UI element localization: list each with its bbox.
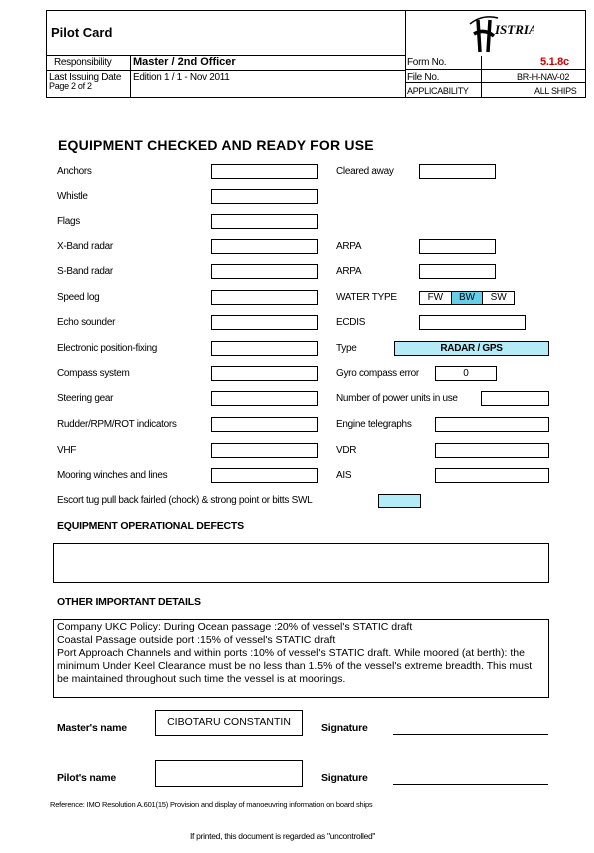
master-name-label: Master's name — [57, 722, 127, 734]
label-water-type: WATER TYPE — [336, 292, 397, 303]
form-no-value: 5.1.8c — [540, 56, 569, 68]
pilot-signature-line[interactable] — [393, 784, 548, 785]
master-signature-line[interactable] — [393, 734, 548, 735]
label-gyro-error: Gyro compass error — [336, 368, 419, 379]
applicability-label: APPLICABILITY — [407, 86, 469, 96]
mooring-winches-field[interactable] — [211, 468, 318, 483]
compass-system-field[interactable] — [211, 366, 318, 381]
label-vhf: VHF — [57, 445, 77, 456]
label-engine-telegraphs: Engine telegraphs — [336, 419, 412, 430]
label-position-fixing: Electronic position-fixing — [57, 343, 158, 354]
details-box — [53, 619, 549, 698]
label-arpa-1: ARPA — [336, 241, 362, 252]
engine-telegraphs-field[interactable] — [435, 417, 549, 432]
label-type: Type — [336, 343, 357, 354]
label-rudder-indicators: Rudder/RPM/ROT indicators — [57, 419, 177, 430]
ecdis-field[interactable] — [419, 315, 526, 330]
rudder-indicators-field[interactable] — [211, 417, 318, 432]
speed-log-field[interactable] — [211, 290, 318, 305]
label-ais: AIS — [336, 470, 352, 481]
master-name-field[interactable]: CIBOTARU CONSTANTIN — [155, 710, 303, 736]
reference-note: Reference: IMO Resolution A.601(15) Provision and display of manoeuvring information on board ships — [50, 800, 373, 809]
page-title: Pilot Card — [51, 25, 113, 40]
gyro-error-field[interactable]: 0 — [435, 366, 497, 381]
ais-field[interactable] — [435, 468, 549, 483]
label-power-units: Number of power units in use — [336, 393, 458, 404]
equipment-section-title: EQUIPMENT CHECKED AND READY FOR USE — [58, 137, 374, 153]
file-no-label: File No. — [407, 72, 440, 83]
responsibility-value: Master / 2nd Officer — [133, 56, 236, 68]
anchors-field[interactable] — [211, 164, 318, 179]
vdr-field[interactable] — [435, 443, 549, 458]
page-number: Page 2 of 2 — [49, 81, 92, 91]
label-anchors: Anchors — [57, 166, 92, 177]
whistle-field[interactable] — [211, 189, 318, 204]
istria-logo-icon — [468, 14, 534, 54]
arpa-2-field[interactable] — [419, 264, 496, 279]
label-cleared-away: Cleared away — [336, 166, 394, 177]
label-x-band-radar: X-Band radar — [57, 241, 113, 252]
s-band-radar-field[interactable] — [211, 264, 318, 279]
x-band-radar-field[interactable] — [211, 239, 318, 254]
pilot-name-field[interactable] — [155, 760, 303, 787]
responsibility-label: Responsibility — [54, 57, 112, 68]
form-no-label: Form No. — [407, 57, 447, 68]
type-field[interactable]: RADAR / GPS — [394, 341, 549, 356]
label-whistle: Whistle — [57, 191, 88, 202]
pilot-signature-label: Signature — [321, 772, 368, 784]
edition-value: Edition 1 / 1 - Nov 2011 — [133, 72, 230, 83]
label-steering-gear: Steering gear — [57, 393, 114, 404]
arpa-1-field[interactable] — [419, 239, 496, 254]
echo-sounder-field[interactable] — [211, 315, 318, 330]
label-flags: Flags — [57, 216, 80, 227]
cleared-away-field[interactable] — [419, 164, 496, 179]
label-speed-log: Speed log — [57, 292, 100, 303]
water-option-bw[interactable]: BW — [452, 292, 484, 304]
master-signature-label: Signature — [321, 722, 368, 734]
pilot-name-label: Pilot's name — [57, 772, 117, 784]
label-vdr: VDR — [336, 445, 357, 456]
label-ecdis: ECDIS — [336, 317, 366, 328]
label-arpa-2: ARPA — [336, 266, 362, 277]
svg-text:ISTRIA: ISTRIA — [495, 22, 534, 37]
last-issuing-label: Last Issuing Date — [49, 72, 122, 83]
power-units-field[interactable] — [481, 391, 549, 406]
escort-tug-field[interactable] — [378, 494, 421, 508]
vhf-field[interactable] — [211, 443, 318, 458]
defects-field[interactable] — [53, 543, 549, 583]
details-line-1: Company UKC Policy: During Ocean passage :20% of vessel's STATIC draft — [57, 621, 413, 633]
label-mooring-winches: Mooring winches and lines — [57, 470, 168, 481]
label-echo-sounder: Echo sounder — [57, 317, 116, 328]
flags-field[interactable] — [211, 214, 318, 229]
details-title: OTHER IMPORTANT DETAILS — [57, 596, 201, 608]
water-option-fw[interactable]: FW — [420, 292, 452, 304]
defects-title: EQUIPMENT OPERATIONAL DEFECTS — [57, 520, 244, 532]
applicability-value: ALL SHIPS — [534, 86, 577, 96]
label-s-band-radar: S-Band radar — [57, 266, 113, 277]
water-type-selector[interactable] — [419, 291, 515, 305]
file-no-value: BR-H-NAV-02 — [517, 72, 570, 82]
label-escort-tug: Escort tug pull back fairled (chock) & strong point or bitts SWL — [57, 495, 313, 506]
steering-gear-field[interactable] — [211, 391, 318, 406]
label-compass-system: Compass system — [57, 368, 130, 379]
details-line-2: Coastal Passage outside port :15% of vessel's STATIC draft — [57, 634, 336, 646]
position-fixing-field[interactable] — [211, 341, 318, 356]
water-option-sw[interactable]: SW — [490, 292, 507, 303]
uncontrolled-note: If printed, this document is regarded as "uncontrolled" — [190, 831, 376, 841]
details-line-3: Port Approach Channels and within ports :10% of vessel's STATIC draft. While moored (at berth): the minimum Under Keel Clearance must be no less than 1.5% of the vessel's extreme breadth. This must be maintained throughout such time the vessel is at moorings. — [57, 647, 533, 685]
